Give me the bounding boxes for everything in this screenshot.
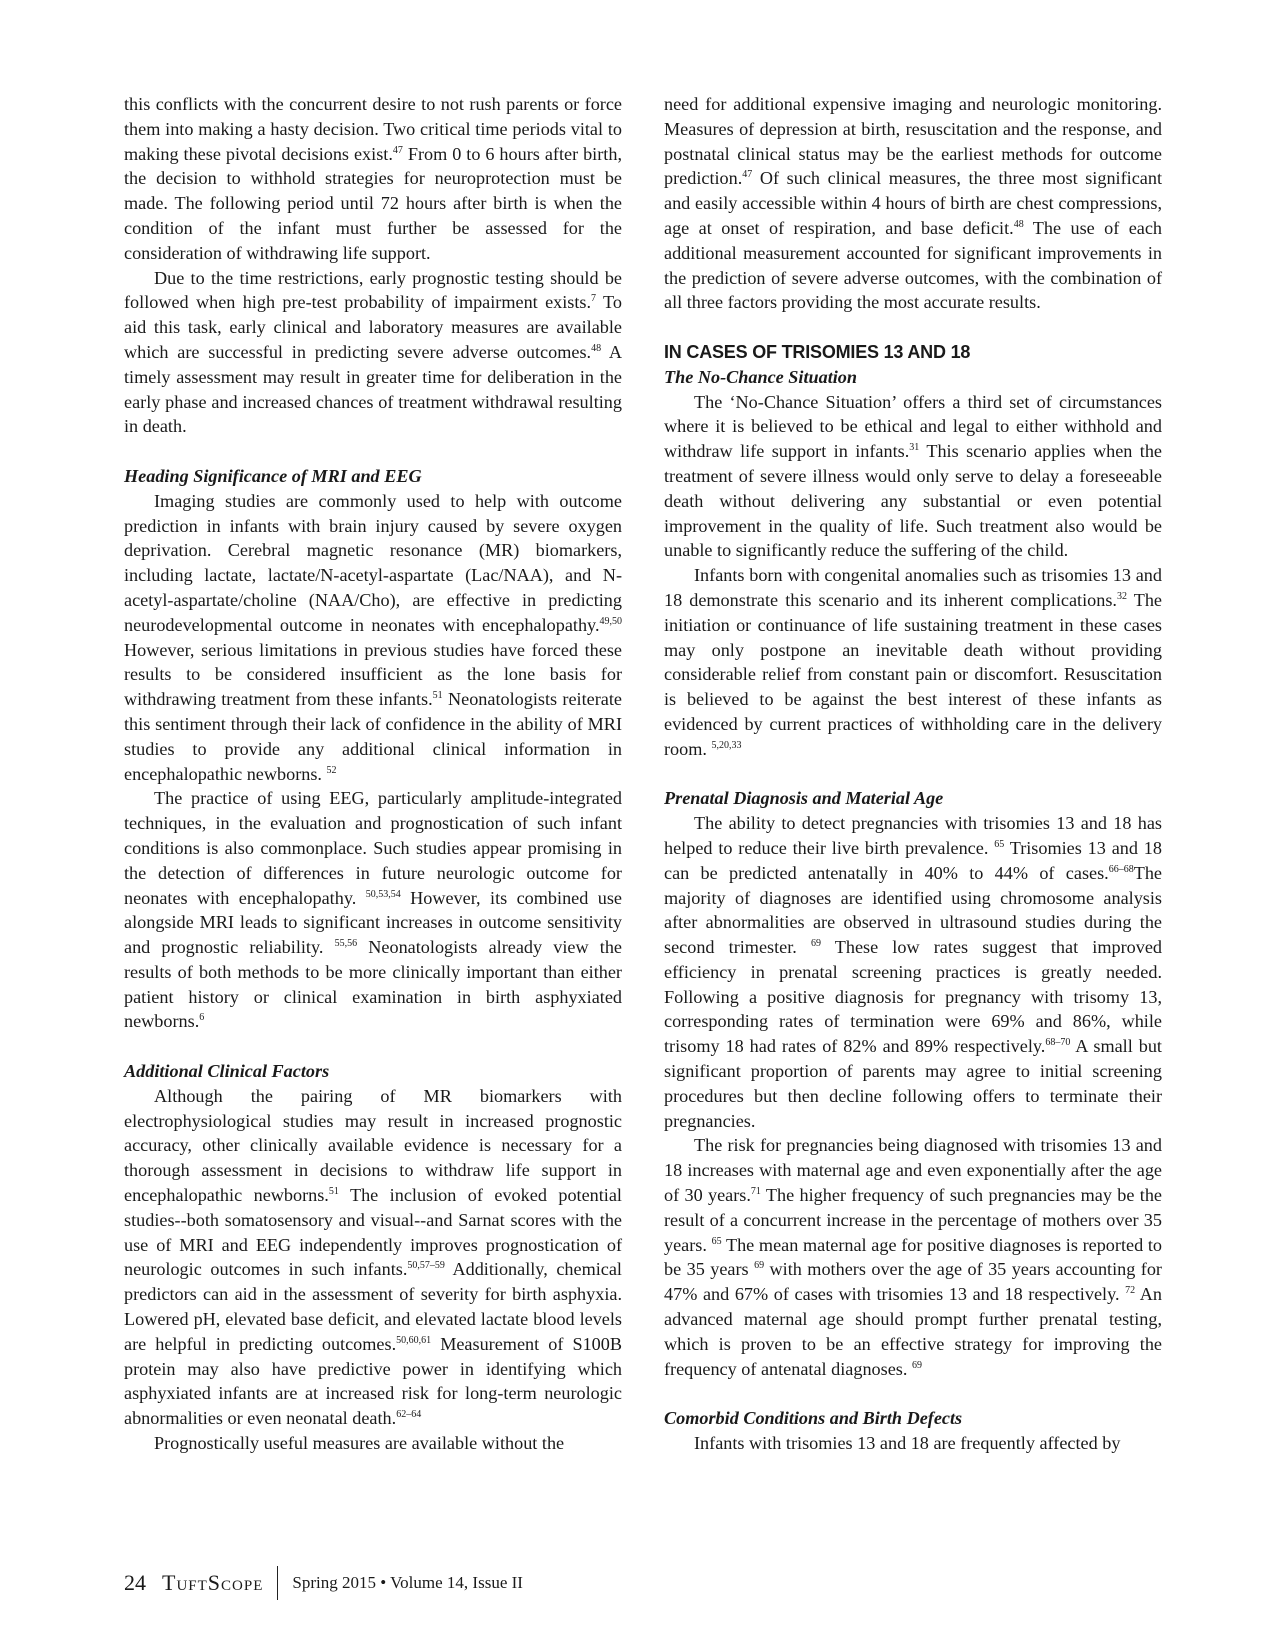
footer-divider xyxy=(277,1566,278,1600)
citation: 50,60,61 xyxy=(396,1334,432,1346)
citation: 71 xyxy=(750,1186,761,1198)
citation: 51 xyxy=(432,690,443,702)
citation: 65 xyxy=(711,1235,722,1247)
paragraph: The practice of using EEG, particularly amplitude-integrated techniques, in the evaluation and prognostication of such infant conditions is also commonplace. Such studies appear promising in the detection of differences in future neurologic outcome for neonates with encephalopathy. $^{50,53,54}$ However, its combined use alongside MRI leads to significant increases in outcome sensitivity and prognostic reliability. $^{55,56}$ Neonatologists already view the results of both methods to be more clinically important than either patient history or clinical examination in birth asphyxiated newborns.$^6$ xyxy=(124,788,622,1032)
left-column xyxy=(124,92,622,1456)
citation: 69 xyxy=(810,938,821,950)
page-number: 24 xyxy=(124,1570,146,1595)
issue-info: Spring 2015 • Volume 14, Issue II xyxy=(292,1573,523,1592)
citation: 65 xyxy=(994,838,1005,850)
page-footer xyxy=(124,1566,523,1600)
paragraph: this conflicts with the concurrent desire to not rush parents or force them into making a hasty decision. Two critical time periods vital to making these pivotal decisions exist.$^{47}$ From 0 to 6 hours after birth, the decision to withhold strategies for neuroprotection must be made. The following period until 72 hours after birth is when the condition of the infant must further be assessed for the consideration of withdrawing life support. xyxy=(124,94,622,263)
subsection-heading: Comorbid Conditions and Birth Defects xyxy=(664,1408,963,1429)
citation: 66–68 xyxy=(1108,863,1134,875)
citation: 49,50 xyxy=(599,615,622,627)
citation: 55,56 xyxy=(334,938,358,950)
paragraph: The ‘No-Chance Situation’ offers a third set of circumstances where it is believed to be ethical and legal to either withhold and withdraw life support in infants.$^{31}$ This scenario applies when the treatment of severe illness would only serve to delay a foreseeable death without delivering any substantial or even potential improvement in the quality of life. Such treatment also would be unable to significantly reduce the suffering of the child. xyxy=(664,391,1162,561)
citation: 62–64 xyxy=(396,1409,422,1421)
citation: 48 xyxy=(591,342,602,354)
citation: 69 xyxy=(911,1359,922,1371)
citation: 31 xyxy=(909,442,920,454)
paragraph: Infants born with congenital anomalies such as trisomies 13 and 18 demonstrate this scenario and its inherent complications.$^{32}$ The initiation or continuance of life sustaining treatment in these cases may only postpone an inevitable death without providing considerable relief from constant pain or discomfort. Resuscitation is believed to be against the best interest of these infants as evidenced by current practices of withholding care in the delivery room. $^{5,20,33}$ xyxy=(664,565,1162,759)
paragraph: Due to the time restrictions, early prognostic testing should be followed when high pre-test probability of impairment exists.$^7$ To aid this task, early clinical and laboratory measures are available which are successful in predicting severe adverse outcomes.$^{48}$ A timely assessment may result in greater time for deliberation in the early phase and increased chances of treatment withdrawal resulting in death. xyxy=(124,267,623,437)
subsection-heading: Prenatal Diagnosis and Material Age xyxy=(664,788,944,809)
publication-name: TuftScope xyxy=(162,1570,264,1595)
citation: 48 xyxy=(1013,218,1024,230)
paragraph: Although the pairing of MR biomarkers with electrophysiological studies may result in increased prognostic accuracy, other clinically available evidence is necessary for a thorough assessment in decisions to withdraw life support in encephalopathic newborns.$^{51}$ The inclusion of evoked potential studies--both somatosensory and visual--and Sarnat scores with the use of MRI and EEG independently improves prognostication of neurologic outcomes in such infants.$^{50,57-59}$ Additionally, chemical predictors can aid in the assessment of severity for birth asphyxia. Lowered pH, elevated base deficit, and elevated lactate blood levels are helpful in predicting outcomes.$^{50,60,61}$ Measurement of S100B protein may also have predictive power in identifying which asphyxiated infants are at increased risk for long-term neurologic abnormalities or even neonatal death.$^{62-64}$ xyxy=(124,1085,622,1429)
paragraph: Infants with trisomies 13 and 18 are frequently affected by xyxy=(694,1433,1121,1454)
citation: 68–70 xyxy=(1045,1037,1071,1049)
subsection-heading: Additional Clinical Factors xyxy=(124,1061,330,1082)
paragraph: The ability to detect pregnancies with trisomies 13 and 18 has helped to reduce their live birth prevalence. $^{65}$ Trisomies 13 and 18 can be predicted antenatally in 40% to 44% of cases.$^{66-68}$The majority of diagnoses are identified using chromosome analysis after abnormalities are observed in ultrasound studies during the second trimester. $^{69}$ These low rates suggest that improved efficiency in prenatal screening practices is greatly needed. Following a positive diagnosis for pregnancy with trisomy 13, corresponding rates of termination were 69% and 86%, while trisomy 18 had rates of 82% and 89% respectively.$^{68-70}$ A small but significant proportion of parents may agree to initial screening procedures but then decline following offers to terminate their pregnancies. xyxy=(664,813,1162,1131)
paragraph: Prognostically useful measures are available without the xyxy=(154,1433,565,1454)
paragraph: Imaging studies are commonly used to help with outcome prediction in infants with brain injury caused by severe oxygen deprivation. Cerebral magnetic resonance (MR) biomarkers, including lactate, lactate/N-acetyl-aspartate (Lac/NAA), and N-acetyl-aspartate/choline (NAA/Cho), are effective in predicting neurodevelopmental outcome in neonates with encephalopathy.$^{49,50}$ However, serious limitations in previous studies have forced these results to be considered insufficient as the lone basis for withdrawing treatment from these infants.$^{51}$ Neonatologists reiterate this sentiment through their lack of confidence in the ability of MRI studies to provide any additional clinical information in encephalopathic newborns. $^{52}$ xyxy=(124,490,622,784)
citation: 69 xyxy=(754,1260,765,1272)
citation: 52 xyxy=(326,764,337,776)
citation: 47 xyxy=(742,169,753,181)
citation: 5,20,33 xyxy=(711,739,742,751)
paragraph: need for additional expensive imaging and neurologic monitoring. Measures of depression at birth, resuscitation and the response, and postnatal clinical status may be the earliest methods for outcome prediction.$^{47}$ Of such clinical measures, the three most significant and easily accessible within 4 hours of birth are chest compressions, age at onset of respiration, and base deficit.$^{48}$ The use of each additional measurement accounted for significant improvements in the prediction of severe adverse outcomes, with the combination of all three factors providing the most accurate results. xyxy=(664,94,1163,313)
citation: 50,57–59 xyxy=(407,1260,445,1272)
citation: 32 xyxy=(1116,590,1127,602)
citation: 6 xyxy=(199,1012,205,1024)
citation: 72 xyxy=(1125,1285,1136,1297)
citation: 50,53,54 xyxy=(365,888,401,900)
paragraph: The risk for pregnancies being diagnosed with trisomies 13 and 18 increases with maternal age and even exponentially after the age of 30 years.$^{71}$ The higher frequency of such pregnancies may be the result of a concurrent increase in the percentage of mothers over 35 years. $^{65}$ The mean maternal age for positive diagnoses is reported to be 35 years $^{69}$ with mothers over the age of 35 years accounting for 47% and 67% of cases with trisomies 13 and 18 respectively. $^{72}$ An advanced maternal age should prompt further prenatal testing, which is proven to be an effective strategy for improving the frequency of antenatal diagnoses. $^{69}$ xyxy=(664,1135,1163,1379)
right-column xyxy=(664,92,1162,1456)
citation: 7 xyxy=(591,293,597,305)
subsection-heading: The No-Chance Situation xyxy=(664,366,858,387)
citation: 51 xyxy=(328,1186,339,1198)
citation: 47 xyxy=(392,144,403,156)
section-heading: IN CASES OF TRISOMIES 13 AND 18 xyxy=(664,341,971,362)
subsection-heading: Heading Significance of MRI and EEG xyxy=(124,465,422,486)
